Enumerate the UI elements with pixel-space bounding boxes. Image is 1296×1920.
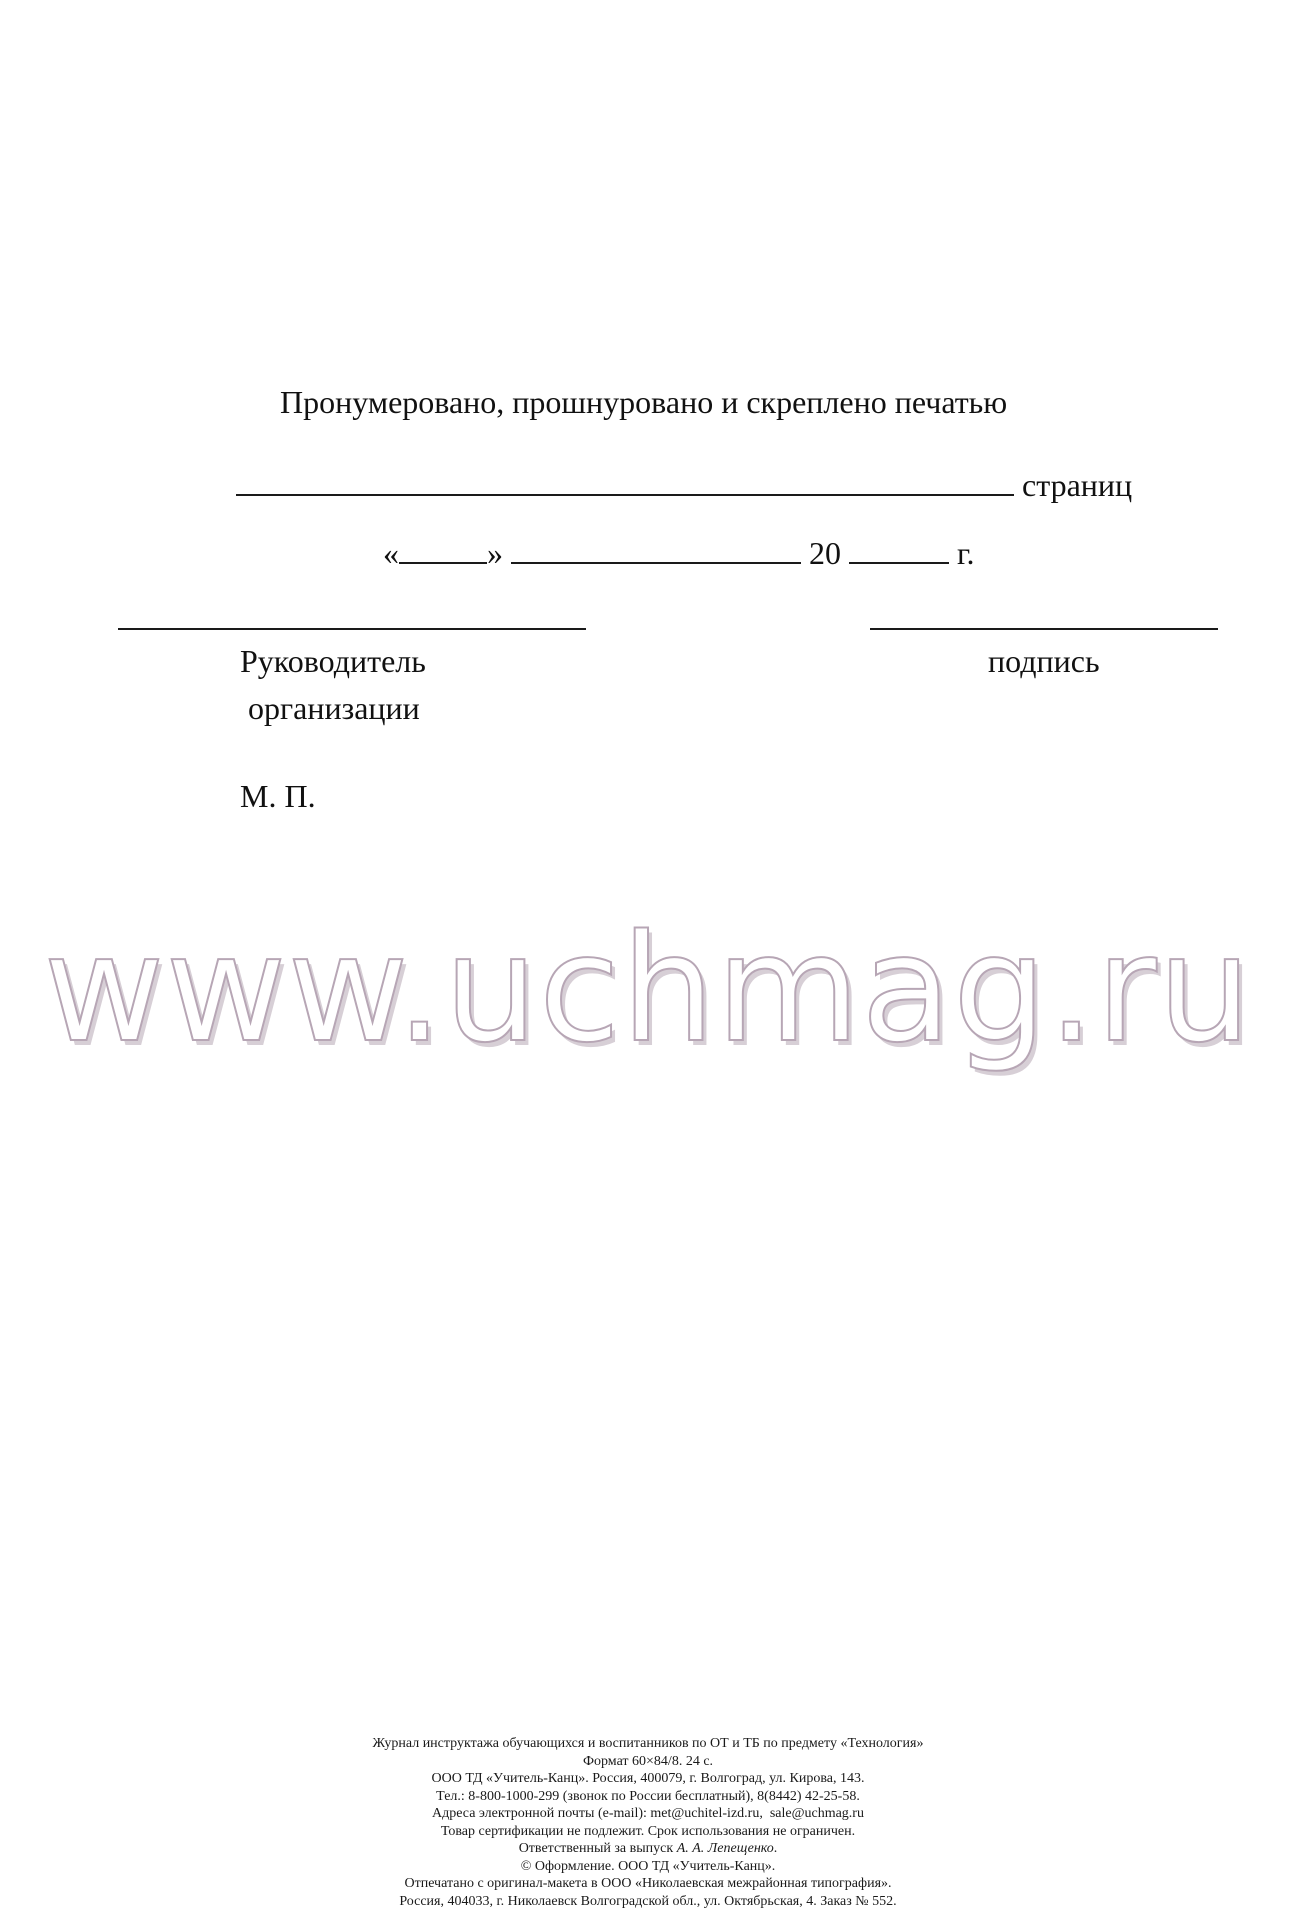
date-row: [367, 500, 975, 569]
quote-close: »: [487, 535, 503, 571]
responsible-suffix: .: [773, 1841, 778, 1856]
imprint-line: Журнал инструктажа обучающихся и воспитанников по ОТ и ТБ по предмету «Технология»: [372, 1736, 924, 1751]
head-name-rule: [118, 628, 586, 630]
pages-count-row: [220, 432, 1132, 501]
imprint-line: Тел.: 8-800-1000-299 (звонок по России бесплатный), 8(8442) 42-25-58.: [436, 1788, 860, 1804]
responsible-name: А. А. Лепещенко: [676, 1841, 774, 1856]
imprint-line: Товар сертификации не подлежит. Срок использования не ограничен.: [440, 1823, 856, 1839]
imprint-line: Россия, 404033, г. Николаевск Волгоградской обл., ул. Октябрьская, 4. Заказ № 552.: [399, 1893, 897, 1909]
imprint-line-responsible: [0, 1840, 1296, 1858]
imprint-line: Адреса электронной почты (e-mail): met@uchitel-izd.ru, sale@uchmag.ru: [432, 1806, 864, 1821]
head-label-line2: организации: [248, 690, 420, 726]
quote-open: «: [383, 535, 399, 571]
head-label-line1: Руководитель: [240, 643, 426, 679]
year-suffix: г.: [957, 535, 975, 571]
imprint-line: Отпечатано с оригинал-макета в ООО «Николаевская межрайонная типография».: [404, 1876, 892, 1891]
day-blank: [399, 532, 487, 564]
year-prefix: 20: [809, 535, 841, 571]
imprint-block: [0, 1735, 1296, 1910]
pages-label: страниц: [1022, 467, 1133, 503]
pages-count-blank: [236, 464, 1014, 496]
form-title: Пронумеровано, прошнуровано и скреплено печатью: [280, 384, 1008, 420]
signature-label: подпись: [988, 643, 1100, 679]
imprint-line: ООО ТД «Учитель-Канц». Россия, 400079, г. Волгоград, ул. Кирова, 143.: [431, 1771, 865, 1786]
stamp-label: М. П.: [240, 778, 316, 814]
uchmag-watermark: www.uchmag.ru: [43, 903, 1253, 1075]
signature-rule: [870, 628, 1218, 630]
month-blank: [511, 532, 801, 564]
responsible-prefix: Ответственный за выпуск: [518, 1841, 677, 1856]
year-blank: [849, 532, 949, 564]
imprint-line: Формат 60×84/8. 24 с.: [582, 1753, 714, 1769]
imprint-line: © Оформление. ООО ТД «Учитель-Канц».: [520, 1858, 776, 1874]
